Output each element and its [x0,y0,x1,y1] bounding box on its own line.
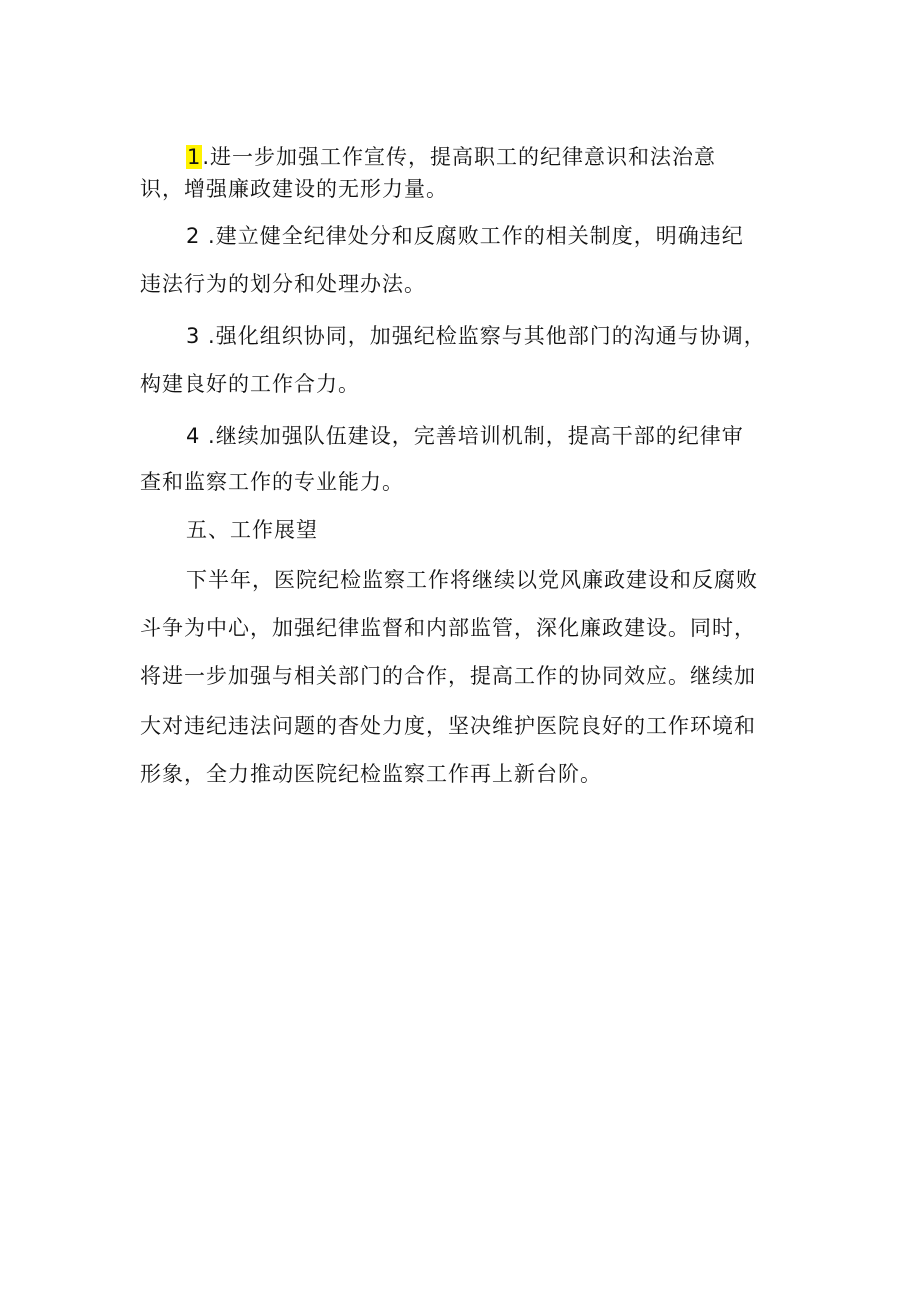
outlook-line-2: 斗争为中心，加强纪律监督和内部监管，深化廉政建设。同时， [140,616,756,640]
outlook-line-3: 将进一步加强与相关部门的合作，提高工作的协同效应。继续加 [140,664,756,688]
outlook-line-4: 大对违纪违法问题的杳处力度，坚决维护医院良好的工作环境和 [140,714,756,738]
outlook-line-5: 形象，全力推动医院纪检监察工作再上新台阶。 [140,762,602,786]
outlook-line-1: 下半年，医院纪检监察工作将继续以党风廉政建设和反腐败 [186,568,758,592]
item-4-line-2: 查和监察工作的专业能力。 [140,470,404,494]
item-1-text: .进一步加强工作宣传，提高职工的纪律意识和法治意 [202,145,717,169]
item-3-line-1: 3 .强化组织协同，加强纪检监察与其他部门的沟通与协调， [186,324,766,348]
item-4-line-1: 4 .继续加强队伍建设，完善培训机制，提高干部的纪律审 [186,424,744,448]
item-1-line-2: 识，增强廉政建设的无形力量。 [140,177,448,201]
item-1-number: 1 [187,145,202,169]
item-3-line-2: 构建良好的工作合力。 [140,372,360,396]
item-2-line-2: 违法行为的划分和处理办法。 [140,272,426,296]
item-1-line-1 [186,143,716,171]
section-heading: 五、工作展望 [186,518,318,542]
item-2-line-1: 2 .建立健全纪律处分和反腐败工作的相关制度，明确违纪 [186,224,744,248]
